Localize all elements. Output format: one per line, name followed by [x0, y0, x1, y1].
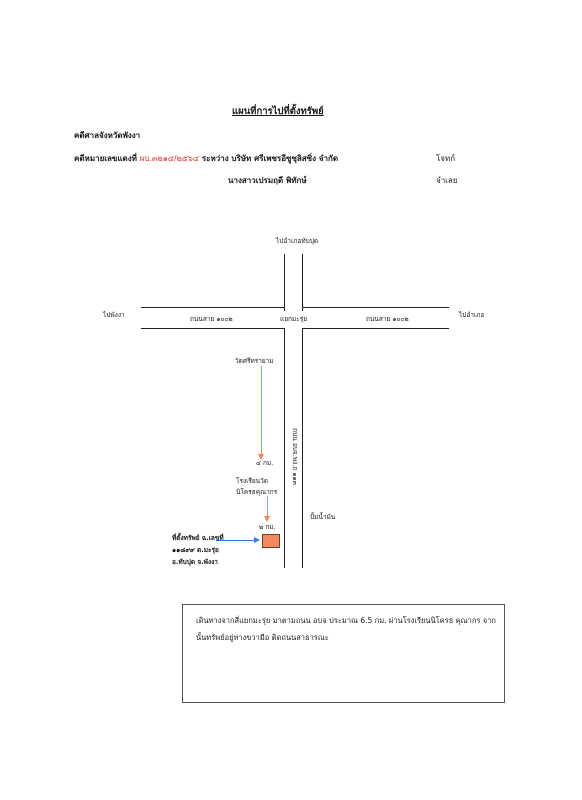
road-label-right: ถนนสาย ๑๐๐๒: [366, 315, 409, 323]
arrow-line-1: [261, 366, 262, 456]
property-pointer-head: [254, 537, 260, 543]
defendant-role: จำเลย: [436, 176, 458, 185]
gas-station-label: ปั้มน้ำมัน: [310, 513, 336, 521]
road-east-top: [302, 307, 449, 308]
road-east-bottom: [302, 328, 449, 329]
property-label-2: ๑๑๘๙๙ ต.มะรุ่ย: [172, 546, 219, 554]
school-label-2: นิโครธคุณากร: [236, 488, 278, 496]
temple-label: วัดศรีทรายาม: [235, 357, 274, 365]
plaintiff-role: โจทก์: [436, 154, 456, 163]
road-west-bottom: [141, 328, 284, 329]
between-text: ระหว่าง บริษัท ศรีเพชรอีซูซุลิสซิ่ง จำกัด: [201, 154, 339, 163]
property-label-1: ที่ตั้งทรัพย์ ฉ.เลขที่: [172, 534, 224, 542]
property-label-3: อ.ทับปุด จ.พังงา: [172, 558, 218, 566]
junction-label: แยกมะรุ่ย: [280, 315, 308, 323]
road-south-left: [284, 328, 285, 568]
road-west-top: [141, 307, 284, 308]
road-label-left: ถนนสาย ๑๐๐๒: [190, 315, 233, 323]
road-south-right: [302, 328, 303, 568]
vertical-road-label: ถนน อบจ.พง.ถ ๑๑๓: [291, 428, 299, 486]
label-to-district: ไปอำเภอ: [459, 311, 485, 319]
label-to-phang-nga: ไปพังงา: [103, 311, 125, 319]
road-north-right: [302, 254, 303, 311]
distance-4km: ๔ กม.: [256, 459, 274, 467]
page-title: แผนที่การไปที่ตั้งทรัพย์: [232, 106, 324, 117]
case-label: คดีหมายเลขแดงที่: [74, 154, 137, 163]
road-north-left: [284, 254, 285, 311]
school-label-1: โรงเรียนวัด: [236, 477, 268, 485]
case-line: [74, 152, 338, 165]
property-marker: [262, 534, 280, 548]
arrow-line-2: [267, 496, 268, 518]
defendant-name: นางสาวเปรมฤดี พิทักษ์: [228, 176, 307, 185]
directions-text: เดินทางจากสี่แยกมะรุ่ย มาตามถนน อบจ ประมาณ 6.5 กม. ผ่านโรงเรียนนิโครธ คุณากร จากนั้นทรัพย์อยู่ทางขวามือ ติดถนนสาธารณะ: [196, 616, 496, 642]
label-to-thap-put: ไปอำเภอทับปุด: [276, 237, 319, 245]
distance-2km: ๒ กม.: [259, 523, 276, 531]
court-name: คดีศาลจังหวัดพังงา: [74, 131, 141, 140]
case-number: ผบ.๓๒๑๔/๒๕๖๔: [139, 154, 200, 163]
